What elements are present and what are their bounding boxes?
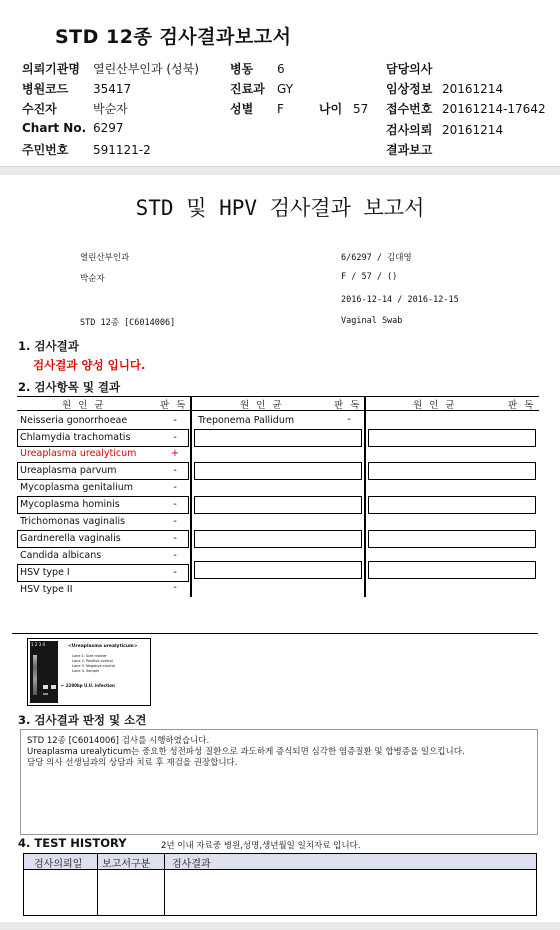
empty-row-box (194, 429, 362, 447)
empty-row-box (368, 496, 536, 514)
header-row (22, 60, 199, 80)
gel-section-rule (12, 633, 538, 634)
pathogen-name-positive: Ureaplasma urealyticum (20, 448, 137, 459)
page-bottom-band (0, 922, 560, 930)
gel-legend (72, 654, 115, 674)
pathogen-name: Mycoplasma hominis (20, 499, 120, 510)
header-label: 병원코드 (22, 82, 69, 96)
col-header-judgement: 판 독 (334, 400, 362, 411)
empty-row-box (194, 462, 362, 480)
gel-electrophoresis-image (27, 638, 151, 706)
empty-row-box (368, 530, 536, 548)
header-value: 591121-2 (93, 143, 151, 157)
report-title: STD 12종 검사결과보고서 (55, 26, 292, 48)
history-col-report-type: 보고서구분 (102, 859, 151, 870)
header-value: 20161214 (442, 82, 504, 96)
table-divider (364, 396, 366, 597)
pathogen-name: Candida albicans (20, 550, 102, 561)
pathogen-name: Mycoplasma genitalium (20, 482, 134, 493)
pathogen-result: - (173, 516, 177, 527)
header-label: 주민번호 (22, 143, 69, 157)
history-col-request-date: 검사의뢰일 (34, 859, 83, 870)
header-row (230, 80, 368, 100)
gel-legend-item: Lane 2. Positive control (72, 659, 113, 663)
history-table (23, 853, 537, 916)
pathogen-name: Neisseria gonorrhoeae (20, 415, 128, 426)
pathogen-name: Chlamydia trachomatis (20, 432, 131, 443)
gel-lane-numbers: 1 2 3 4 (31, 642, 45, 647)
header-label: 접수번호 (386, 102, 433, 116)
pathogen-name: Treponema Pallidum (198, 415, 295, 426)
gel-legend-item: Lane 3. Negative control (72, 664, 115, 668)
pathogen-name: Gardnerella vaginalis (20, 533, 121, 544)
header-row (22, 121, 199, 141)
header-label: 수진자 (22, 102, 57, 116)
pathogen-result-positive: + (170, 448, 180, 459)
header-value: 20161214-17642 (442, 102, 546, 116)
header-value: GY (277, 82, 294, 96)
pathogen-result: - (173, 415, 177, 426)
col-header-judgement: 판 독 (508, 400, 536, 411)
empty-row-box (194, 530, 362, 548)
header-col2 (230, 60, 368, 120)
col-header-judgement: 판 독 (160, 400, 188, 411)
pathogen-result: - (173, 499, 177, 510)
gel-title: <Ureaplasma urealyticum> (68, 644, 138, 649)
header-col3 (386, 60, 546, 161)
pathogen-result: - (173, 582, 177, 593)
header-label: 담당의사 (386, 62, 433, 76)
pathogen-result: - (173, 482, 177, 493)
info-specimen: Vaginal Swab (341, 316, 403, 326)
header-label: 검사의뢰 (386, 123, 433, 137)
section3-heading: 3. 검사결과 판정 및 소견 (18, 713, 147, 727)
header-label: 의뢰기관명 (22, 62, 80, 76)
age-label: 나이 (319, 102, 343, 116)
pathogen-result: - (347, 414, 351, 425)
pathogen-result: - (173, 465, 177, 476)
info-sex-age: F / 57 / () (341, 272, 398, 282)
pathogen-result: - (173, 533, 177, 544)
empty-row-box (194, 561, 362, 579)
gel-lanes-image (30, 641, 58, 703)
info-chart-doctor: 6/6297 / 김대영 (341, 253, 412, 263)
history-col-result: 검사결과 (172, 859, 211, 870)
pathogen-name: HSV type I (20, 567, 70, 578)
empty-row-box (368, 462, 536, 480)
header-label: 결과보고 (386, 143, 433, 157)
header-row (386, 60, 546, 80)
comment-line: Ureaplasma urealyticum는 중요한 성전파성 질환으로 과도하게 증식되면 심각한 염증질환 및 합병증을 일으킵니다. (27, 747, 465, 757)
pathogen-name: Ureaplasma parvum (20, 465, 117, 476)
pathogen-name: HSV type II (20, 584, 73, 595)
gel-band-label-text: 2280bp U.U. infection (65, 683, 115, 688)
gel-band-label: ← 2280bp U.U. infection (61, 683, 115, 688)
pathogen-result: - (173, 432, 177, 443)
info-clinic: 열린산부인과 (80, 253, 130, 263)
empty-row-box (194, 496, 362, 514)
header-row (230, 100, 368, 120)
header-value: 35417 (93, 82, 132, 96)
header-value: 6 (277, 62, 285, 76)
header-col1 (22, 60, 199, 161)
empty-row-box (368, 561, 536, 579)
section4-heading: 4. TEST HISTORY (18, 836, 127, 850)
col-header-pathogen: 원 인 균 (62, 400, 106, 411)
page-separator (0, 166, 560, 175)
header-row (386, 141, 546, 161)
pathogen-result: - (173, 550, 177, 561)
gel-legend-item: Lane 1. Size marker (72, 654, 107, 658)
header-value: F (277, 102, 284, 116)
comments-box (20, 729, 538, 835)
header-value: 20161214 (442, 123, 504, 137)
col-header-pathogen: 원 인 균 (413, 400, 457, 411)
section1-heading: 1. 검사결과 (18, 339, 79, 353)
header-row (386, 121, 546, 141)
header-row (22, 141, 199, 161)
header-label: 성별 (230, 102, 254, 116)
comment-line: STD 12종 [C6014006] 검사를 시행하였습니다. (27, 736, 210, 746)
info-patient: 박순자 (80, 274, 105, 284)
header-label: Chart No. (22, 121, 87, 135)
document-title: STD 및 HPV 검사결과 보고서 (135, 196, 425, 220)
header-value: 박순자 (93, 102, 128, 116)
header-value: 6297 (93, 121, 124, 135)
header-row (386, 100, 546, 120)
history-col-divider (97, 854, 98, 915)
pathogen-name: Trichomonas vaginalis (20, 516, 126, 527)
age-value: 57 (353, 102, 369, 116)
history-note: 2년 이내 자료중 병원,성명,생년월일 일치자료 입니다. (161, 841, 361, 851)
history-col-divider (164, 854, 165, 915)
header-row (230, 60, 368, 80)
pathogen-result: - (173, 567, 177, 578)
table-divider (190, 396, 192, 597)
history-table-header (24, 854, 536, 870)
header-label: 진료과 (230, 82, 265, 96)
comment-line: 담당 의사 선생님과의 상담과 치료 후 재검을 권장합니다. (27, 758, 238, 768)
gel-legend-item: Lane 4. Sample (72, 669, 100, 673)
empty-row-box (368, 429, 536, 447)
info-test: STD 12종 [C6014006] (80, 318, 176, 328)
header-row (22, 80, 199, 100)
section2-heading: 2. 검사항목 및 결과 (18, 380, 121, 394)
header-value: 열린산부인과 (성북) (93, 62, 199, 76)
result-summary: 검사결과 양성 입니다. (33, 358, 146, 372)
col-header-pathogen: 원 인 균 (240, 400, 284, 411)
header-label: 임상정보 (386, 82, 433, 96)
info-dates: 2016-12-14 / 2016-12-15 (341, 295, 459, 305)
header-row (22, 100, 199, 120)
header-label: 병동 (230, 62, 254, 76)
header-row (386, 80, 546, 100)
